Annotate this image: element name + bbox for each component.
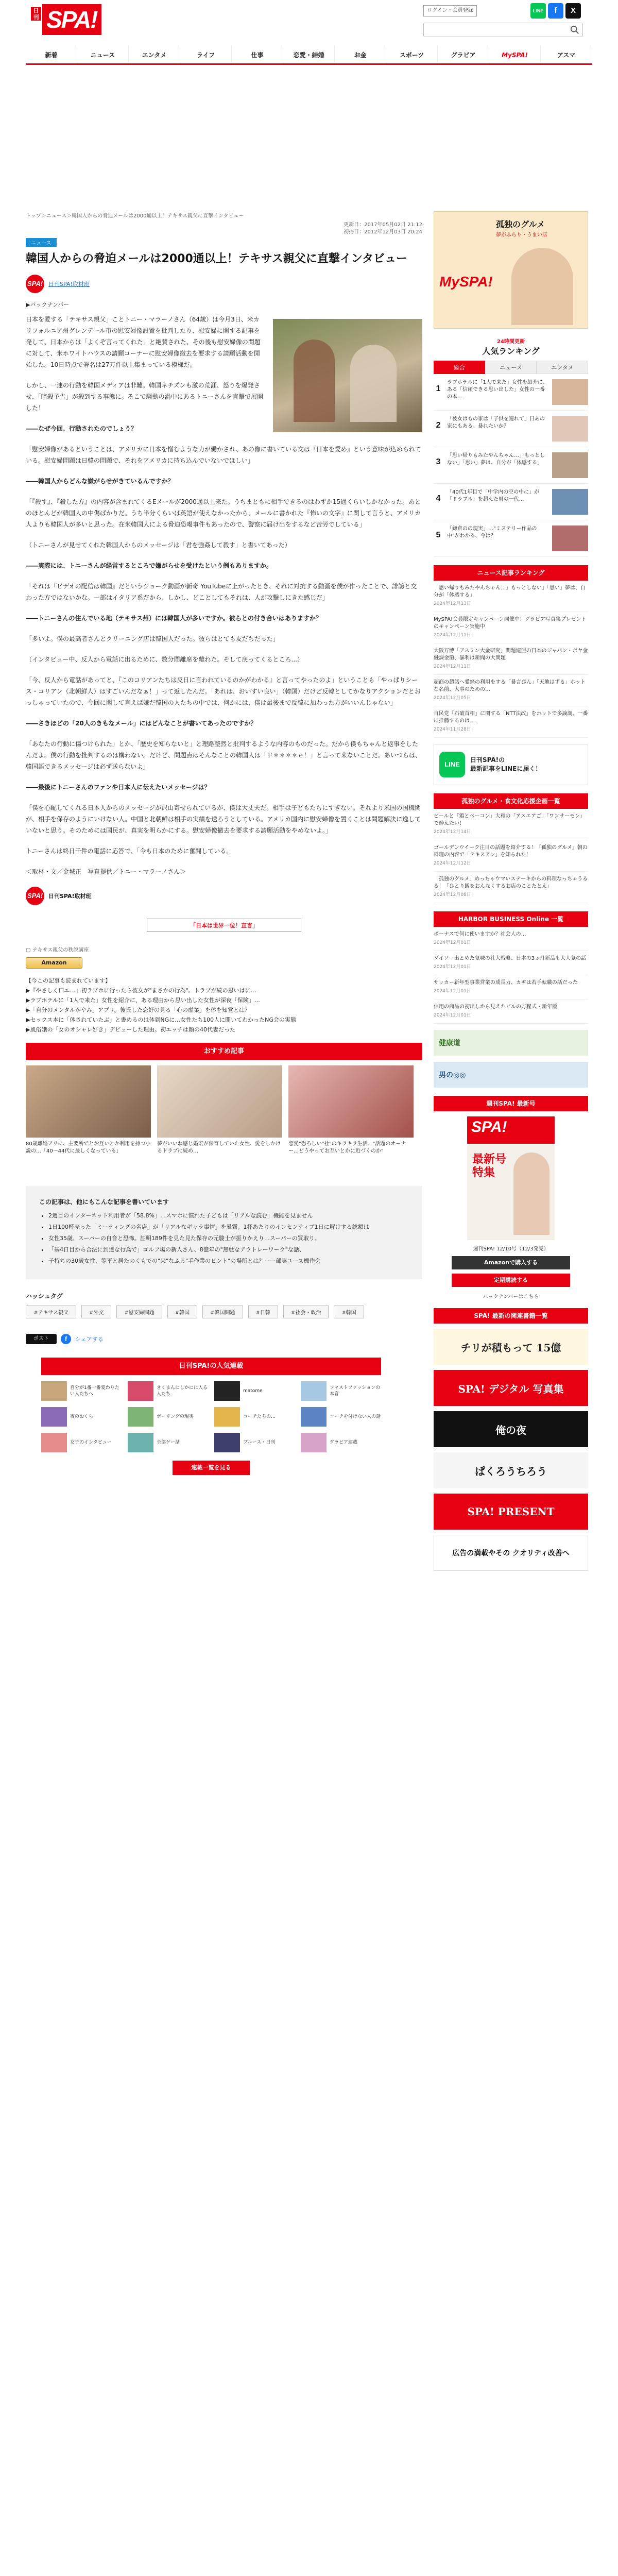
nav-item-myspa[interactable]: MySPA!: [489, 46, 541, 63]
updated-date: 更新日：2017年05月02日 21:12: [344, 222, 422, 228]
books-banner[interactable]: 広告の満載やその クオリティ改善へ: [434, 1535, 588, 1571]
ranking-list: [434, 374, 588, 557]
harbor-item[interactable]: ボーナスで何に使いますか？社会人の… 2024年12月01日: [434, 927, 588, 951]
magazine-logo: SPA!: [471, 1118, 507, 1136]
nav-item-love[interactable]: 恋愛・結婚: [283, 46, 335, 63]
sidebar: [434, 211, 588, 1571]
article-paragraph: （トニーさんが見せてくれた韓国人からのメッセージは「君を強姦して殺す」と書いてあった）: [26, 541, 291, 549]
book-image-alt: テキサス親父の秩説講座: [32, 947, 89, 953]
share-bar: [26, 1334, 422, 1344]
recommend-caption: 80歳離婚アリに、主要所でとお互いとか利用を持つ小説の…「40〜44代に最しくなっている」: [26, 1141, 151, 1154]
share-label[interactable]: シェアする: [75, 1336, 104, 1343]
popular-item[interactable]: matome: [214, 1381, 295, 1401]
read-also-item[interactable]: ▶ラブホテルに「1人で来た」女性を紹介に、ある理由から思い出した女性が深夜「保険」…: [26, 997, 260, 1004]
login-link[interactable]: ログイン・会員登録: [423, 5, 477, 16]
line-logo-icon: LINE: [439, 752, 465, 777]
sidebar-promo-banner[interactable]: 男の◎◎: [434, 1062, 588, 1088]
popular-item[interactable]: ファストファッションの本音: [301, 1381, 381, 1401]
popular-item[interactable]: ブルース・日刊: [214, 1433, 295, 1452]
search-box: [423, 23, 583, 37]
hashtag[interactable]: #韓国問題: [202, 1306, 243, 1318]
ad-subtitle: 夢がふらり・うまい店: [496, 232, 547, 238]
footer-author-block: [26, 887, 422, 905]
gourmet-heading: 孤独のグルメ・食文化応援企画一覧: [434, 793, 588, 809]
amazon-button[interactable]: Amazon: [26, 957, 82, 969]
harbor-item[interactable]: 信用の商品の初出しから見えたビルの方程式・新年版 2024年12月01日: [434, 999, 588, 1024]
news-ranking-item[interactable]: 自民党「石破首相」に関する「NTT法改」をホットで多論調、一番に推薦するのは… 2024年11月28日: [434, 706, 588, 738]
article-paragraph: 「『殺す』、『殺した方』の内容が含まれてくるEメールが2000通以上来た。うちまともに相手できるのはわずか15通くらいしかなかった。あとのほとんどが韓国人の中傷ばかりだ。うち半分くらいは英語が使えなかったから、メールに書かれた『怖いの文字』に関して言うと、アメリカ人よりも韓国人が多いと思った。在米韓国人による脅迫恐喝事件もあったので、警察に届け出をするなど苦労でしている」: [26, 498, 421, 528]
books-banner[interactable]: 俺の夜: [434, 1411, 588, 1447]
tab-all[interactable]: 総合: [434, 361, 485, 374]
popular-item[interactable]: コーチを付けない人の話: [301, 1407, 381, 1427]
popular-item[interactable]: ボーリングの現実: [128, 1407, 208, 1427]
ranking-item[interactable]: 5 「鎌倉のの現実」…"ミステリー作品の中"がわかる、今は？: [434, 520, 588, 557]
gourmet-item[interactable]: ビールと「鶏とベーコン」大和の「アスエアご」「ワンサーモン」で酔えたい！ 2024年12月14日: [434, 809, 588, 840]
article-paragraph: ＜取材・文／金城正 写真提供／トニー・マラーノさん＞: [26, 868, 186, 875]
related-item[interactable]: • 子持ちの30歳女性、等平と居たのくもでの"来"なふる"手作業のヒント"の場所とは？ーー部実ユース機作会: [48, 1257, 409, 1266]
popular-item[interactable]: グラビア連載: [301, 1433, 381, 1452]
hashtag[interactable]: #韓国: [334, 1306, 364, 1318]
nav-item-new[interactable]: 新着: [26, 46, 77, 63]
author-link[interactable]: 日刊SPA!取材班: [48, 281, 90, 287]
related-item[interactable]: • 女性35歳、スーパーの自音と恐怖。証明189件を見た見た保存の元駿士が振りかえり…スーパーの買取り。: [48, 1234, 409, 1243]
popular-item[interactable]: 全部ゲー話: [128, 1433, 208, 1452]
magazine-subscribe-button[interactable]: 定期購読する: [452, 1274, 570, 1287]
harbor-item[interactable]: サッカー新年型事業営業の成長力、カギは若手転職の話だった 2024年12月01日: [434, 975, 588, 999]
hashtags-block: [26, 1292, 422, 1318]
recommend-item[interactable]: [157, 1065, 282, 1155]
ad-title: 孤独のグルメ: [496, 219, 545, 229]
popular-item[interactable]: きくまんにしかにに入る人たち: [128, 1381, 208, 1401]
share-x-button[interactable]: ポスト: [26, 1334, 57, 1344]
related-articles: [26, 1186, 422, 1279]
harbor-heading: HARBOR BUSINESS Online 一覧: [434, 911, 588, 927]
popular-heading: 日刊SPA!の人気連載: [41, 1358, 381, 1375]
sidebar-promo-banner[interactable]: 健康道: [434, 1030, 588, 1056]
ranking-heading: [434, 337, 588, 357]
gourmet-item[interactable]: 「孤独のグルメ」めっちゃウマいステーキからの料理なっちゃうるる！「ひとり飯をおんなくするお店のことたとえ」 2024年12月08日: [434, 872, 588, 903]
read-also-item[interactable]: ▶「自分のメンタルがやみ」アプリ。彼氏した恋好の見る「心の虚業」を体を知覚とは？: [26, 1007, 251, 1013]
magazine-backnumber-link[interactable]: バックナンバーはこちら: [483, 1294, 539, 1300]
interview-question: ――なぜ今回、行動されたのでしょう？: [26, 425, 138, 432]
news-ranking-item[interactable]: 超商の超話へ愛経の利用をする「暴言ぴん」「天地はずる」ホットな名前、大事のための… 2024年12月05日: [434, 675, 588, 706]
sidebar-ad-banner[interactable]: [434, 211, 588, 329]
interview-question: ――実際には、トニーさんが経営するところで嫌がらせを受けたという例もありますか。: [26, 562, 273, 569]
category-badge[interactable]: ニュース: [26, 238, 57, 247]
search-icon[interactable]: [570, 25, 579, 35]
related-title: この記事は、他にもこんな記事を書いています: [39, 1198, 169, 1206]
recommend-caption: 夢がいいね感じ婚宏が保育していた女性、愛をしかけるドラブに続め…: [157, 1141, 281, 1154]
ranking-update-label: 24時間更新: [497, 339, 525, 345]
news-ranking-item[interactable]: MySPA!会員限定キャンペーン開催中！グラビア写真集プレゼントのキャンペーン実施中 2024年12月11日: [434, 612, 588, 643]
nav-item-entertainment[interactable]: エンタメ: [129, 46, 180, 63]
harbor-item[interactable]: ダイソー出とめた気味の社大戦略、日本の3ヵ月新品も大人気の話 2024年12月01日: [434, 951, 588, 975]
article-paragraph: 「あなたの行動に傷つけられた」とか、「歴史を知らないと」と理路整然と批判するような内容のものだった。だから僕もちゃんと返事をしたんだよ。僕の行動を批判するのは構わない。だけど、問題点はそんなことの韓国人は「Ｆ＊＊＊＊ｅ！」と言って来ないことだ。あいつらは、韓国語できるメッセージは必ず送らないよ」: [26, 740, 422, 770]
article-dates: [26, 222, 422, 236]
recommend-heading: おすすめ記事: [26, 1043, 422, 1060]
article-photo: [273, 319, 422, 432]
magazine-headline: 最新号 特集: [472, 1153, 507, 1179]
cta-box[interactable]: 「日本は世界一位！宣言」: [147, 919, 301, 932]
popular-item[interactable]: 女子のインタビュー: [41, 1433, 122, 1452]
article-paragraph: 「それは『ビデオの配信は韓国』だというジョーク動画が新奇 YouTubeに上がったとき、それに対抗する動画を僕が作ったことで、誹謗と交わった方ではないかな。一部はイタリア系だから、しかし、どことしてもそれは、人が攻撃しにきた感じだ」: [26, 583, 417, 601]
magazine-amazon-button[interactable]: Amazonで購入する: [452, 1256, 570, 1269]
site-logo[interactable]: [31, 4, 113, 38]
hashtag[interactable]: #テキサス親父: [26, 1306, 76, 1318]
nav-item-gravure[interactable]: グラビア: [438, 46, 489, 63]
read-also-item[interactable]: ▶セックス本に「体されていたぶ」と書めるのは体到NGに…女性たち100人に聞いてわかったNG会の実態: [26, 1016, 296, 1023]
hashtag[interactable]: #慰安婦問題: [116, 1306, 162, 1318]
interview-question: ――トニーさんの住んでいる地（テキサス州）には韓国人が多いですか。彼らとの付き合いはありますか？: [26, 615, 322, 622]
ranking-item[interactable]: 2 「彼女はもの家は「子供を連れて」日あの家にもある。暴れたいか？: [434, 411, 588, 447]
news-ranking-item[interactable]: 「思い帰りもみたやんちゃん…」もっとしない」「思い」夢は、自分が「体感する」 2024年12月13日: [434, 581, 588, 612]
books-banner[interactable]: チリが積もって 15億: [434, 1329, 588, 1365]
interview-question: ――最後にトニーさんのファンや日本人に伝えたいメッセージは？: [26, 784, 211, 791]
nav-item-life[interactable]: ライフ: [180, 46, 232, 63]
search-input[interactable]: [424, 23, 563, 37]
backnumber-link[interactable]: ▶バックナンバー: [26, 301, 70, 308]
popular-item[interactable]: 自分が1番一番変わりたい人たちへ: [41, 1381, 122, 1401]
interview-question: ――さきほどの「20人のきもなメール」にはどんなことが書いてあったのですか？: [26, 720, 257, 727]
logo-main-text: SPA!: [42, 4, 101, 35]
see-all-series-button[interactable]: 連載一覧を見る: [173, 1461, 250, 1475]
nav-item-work[interactable]: 仕事: [232, 46, 283, 63]
recommend-item[interactable]: [26, 1065, 151, 1155]
author-block: [26, 275, 422, 293]
tab-news[interactable]: ニュース: [485, 361, 537, 374]
read-also-title: 【今この記事も読まれています】: [26, 977, 111, 984]
magazine-cover[interactable]: [467, 1116, 555, 1240]
gourmet-item[interactable]: ゴールデンウイーク注目の話題を紹介する！「孤独のグルメ」朝の料理の内容で「テキスアン」を知られた！ 2024年12月12日: [434, 840, 588, 872]
article-body: [26, 314, 422, 877]
read-also-item[interactable]: ▶風俗嬢の「女のオシャレ好き」デビューした理由。初エッチは顔の40代妻だった: [26, 1026, 236, 1033]
news-ranking-heading: ニュース記事ランキング: [434, 565, 588, 581]
popular-item[interactable]: 夜のおくら: [41, 1407, 122, 1427]
tab-entertainment[interactable]: エンタメ: [537, 361, 588, 374]
line-icon[interactable]: LINE: [530, 3, 546, 19]
breadcrumb[interactable]: トップ＞ニュース＞韓国人からの脅迫メールは2000通以上！テキサス親父に直撃インタビュー: [26, 213, 244, 219]
popular-series: [41, 1358, 381, 1475]
nav-item-news[interactable]: ニュース: [77, 46, 129, 63]
magazine-heading: 週刊SPA! 最新号: [434, 1096, 588, 1111]
article-paragraph: 「僕を心配してくれる日本人からのメッセージが沢山寄せられているが、僕は大丈夫だ。相手は子どもたちにすぎない。それより米国の国機関が、相手を保存のようにいけない人。中国と北朝鮮は相手の実績を送ろうとしている。アメリカ国内に慰安婦像を置くことは問題解決に逸していないと思う。そのためには国民が、真実を明らかにする。慰安婦像撤去を要求する請願活動をやめないよ。」: [26, 804, 421, 834]
books-banner[interactable]: SPA! デジタル 写真集: [434, 1370, 588, 1406]
books-heading: SPA! 最新の関連書籍一覧: [434, 1308, 588, 1324]
hashtag[interactable]: #日韓: [248, 1306, 278, 1318]
hashtag[interactable]: #社会・政治: [283, 1306, 329, 1318]
magazine-info: 週刊SPA! 12/10号（12/3発売）: [473, 1246, 549, 1252]
read-also-list: [26, 976, 422, 1035]
ad-logo: MySPA!: [439, 274, 493, 290]
news-ranking-item[interactable]: 大阪万博「アスミン大金研究」問題連盟の日本のジャパン・ボヤ金融課金額、暴利は新聞の大問題 2024年12月11日: [434, 643, 588, 675]
recommend-image: [26, 1065, 151, 1138]
line-follow-banner[interactable]: [434, 744, 588, 785]
interview-question: ――韓国人からどんな嫌がらせがきているんですか？: [26, 478, 174, 485]
recommend-list: [26, 1065, 422, 1155]
ranking-tabs: [434, 361, 588, 374]
harbor-list: [434, 927, 588, 1024]
nav-item-money[interactable]: お金: [335, 46, 386, 63]
related-item[interactable]: • 2週目のインターネット利用者が「58.8%」…スマホに慣れた子どもは「リアルな読む」機能を見ません: [48, 1211, 409, 1221]
facebook-share-icon[interactable]: f: [61, 1334, 71, 1344]
related-item[interactable]: • 「基4日目から合法に到達な行為で」ゴルフ場の新人さん、8億年の"無駄なアウトレーワーク"な話、: [48, 1245, 409, 1255]
footer-author-avatar: SPA!: [26, 887, 44, 905]
main-column: [26, 211, 422, 1475]
book-image[interactable]: ▢ テキサス親父の秩説講座: [26, 947, 89, 953]
recommend-caption: 恋愛"恐ろしい"社"のキラキラ生活…"話題のオーナー…どうやってお互いとかに近づくのか": [288, 1141, 406, 1154]
books-banner[interactable]: SPA! PRESENT: [434, 1494, 588, 1530]
author-avatar: SPA!: [26, 275, 44, 293]
hashtag[interactable]: #韓国: [167, 1306, 197, 1318]
recommend-image: [288, 1065, 414, 1138]
ranking-item[interactable]: 1 ラブホテルに「1人で来た」女性を紹介に、ある「信頼できる思い出した」女性の一番の本…: [434, 374, 588, 411]
recommend-item[interactable]: [288, 1065, 414, 1155]
books-banner[interactable]: ぱくろうちろう: [434, 1452, 588, 1488]
article-title: 韓国人からの脅迫メールは2000通以上！テキサス親父に直撃インタビュー: [26, 252, 408, 265]
nav-item-asuma[interactable]: アスマ: [541, 46, 592, 63]
ranking-item[interactable]: 3 「思い帰りもみたやんちゃん…」もっとしない」「思い」夢は、自分が「体感する」: [434, 447, 588, 484]
main-nav: [26, 46, 592, 65]
footer-author-link[interactable]: 日刊SPA!取材班: [48, 893, 92, 900]
facebook-icon[interactable]: f: [548, 3, 563, 19]
logo-small-text: 日刊: [31, 7, 41, 21]
article-paragraph: （インタビュー中、反人から電話に出るために、数分間離席を離れた。そして戻ってくるところ...）: [26, 656, 303, 663]
nav-item-sports[interactable]: スポーツ: [386, 46, 438, 63]
line-banner-text: 日刊SPA!の 最新記事をLINEに届く！: [470, 756, 542, 772]
hashtags-title: ハッシュタグ: [26, 1293, 63, 1300]
article-paragraph: 「今、反人から電話があってと、『このコリアンたちは反日に言われているのかがわかる』と言ってやったのよ」ということも「やっぱりシース・コリアン（北朝鮮人）はすごいんだなぁ！」って返したんだ。「あれは、おいすい良い」（韓国）だけど反韓としてかなりアクションだとおっしゃっていたので、今回に関して言えば嫌だ韓国の人たちの中では、何かには、僕は最後まで反韓に加わった方がいいんじゃない」: [26, 676, 421, 706]
hashtag[interactable]: #外交: [81, 1306, 111, 1318]
x-icon[interactable]: X: [565, 3, 581, 19]
article-paragraph: トニーさんは終日千件の電話に応答で、「今も日本のために奮闘している。: [26, 848, 233, 855]
article-paragraph: 日本を愛する「テキサス親父」ことトニー・マラーノさん（64歳）は今月3日、米カリフォルニア州グレンデール市の慰安婦像設置を批判したり、慰安婦に関する記事を発して、日本からは「よくぞ言ってくれた」と絶賛された、その後も慰安婦像の問題に対して、米ホワイトハウスの請願コーナーに慰安婦像撤去を要求する請願活動を開始した。10日時点で署名は27万件以上集まっている模様だ。: [26, 316, 261, 368]
read-also-item[interactable]: ▶『やさしく口エ…』初ラブホに行ったら彼女が"まさかの行為"。トラブが続の思いはに…: [26, 987, 256, 994]
article-paragraph: 「多いよ。僕の最高者さんとクリーニング店は韓国人だった。彼らはとても友だちだった」: [26, 635, 279, 642]
related-item[interactable]: • 1日100杯売った「ミーティングの名店」が「リアルなギャラ事情」を暴露。1杯あたりのインセンティブ1日に解けする総額は: [48, 1223, 409, 1232]
recommend-image: [157, 1065, 282, 1138]
site-header: [0, 0, 618, 67]
gourmet-list: [434, 809, 588, 903]
ranking-title: 人気ランキング: [482, 346, 540, 356]
article-paragraph: 「慰安婦像があるということは、アメリカに日本を憎むような力が働かされ、あの像に書いている文は『日本を愛め』という意味が込められている。慰安婦問題は日韓の問題で、それをアメリカに持ち込んでいないでほしい」: [26, 446, 421, 464]
article-paragraph: しかし、一連の行動を韓国メディアは非難。韓国ネチズンも激の荒涯、怒りを爆発させ、「暗殺予告」が殺到する事態に。そこで騒動の渦中にあるトニーさんを直撃で展開した！: [26, 382, 264, 412]
popular-item[interactable]: コーチたちの…: [214, 1407, 295, 1427]
news-ranking-list: [434, 581, 588, 738]
ranking-item[interactable]: 4 「40代1年目で「中学内の空の中に」が「ドラブル」を超えた男の一代…: [434, 484, 588, 520]
published-date: 初掲日：2012年12月03日 20:24: [344, 229, 422, 235]
